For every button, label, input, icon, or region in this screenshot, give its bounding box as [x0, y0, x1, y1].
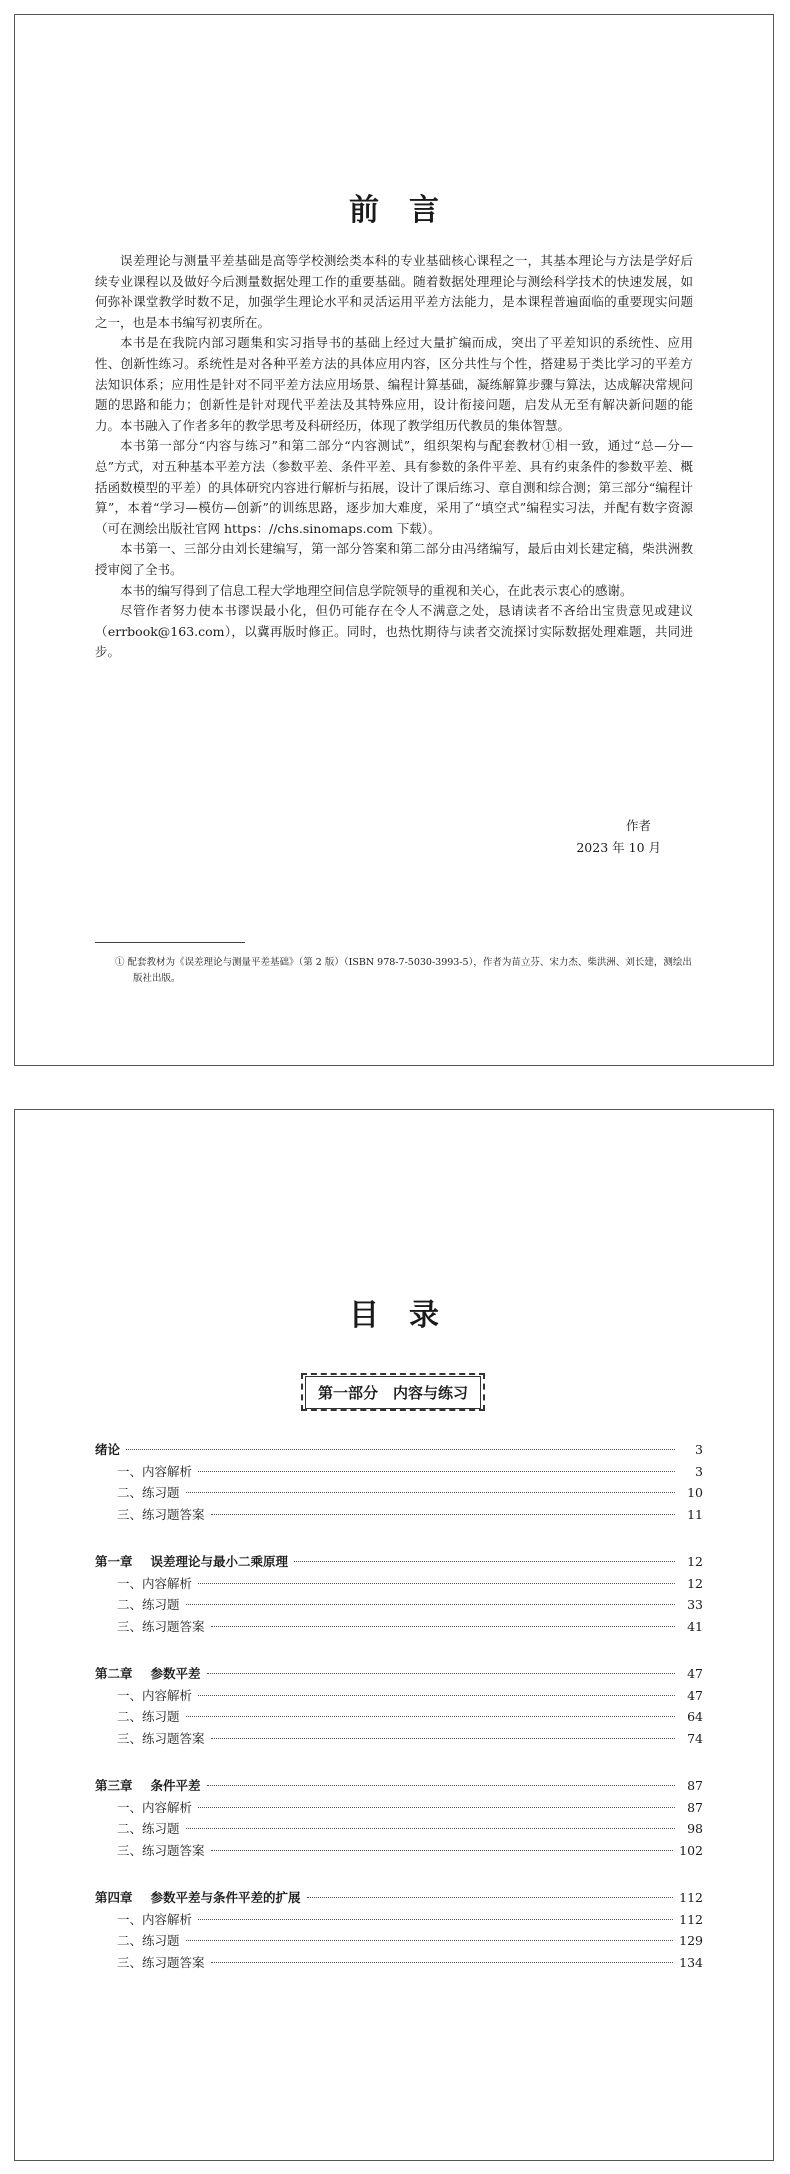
- toc-page-number: 3: [695, 1442, 703, 1457]
- toc-chapter-group: [95, 1888, 703, 1974]
- toc-chapter-label: 第一章: [95, 1554, 133, 1569]
- toc-section-label: 三、练习题答案: [117, 1618, 205, 1634]
- toc-section-label: 二、练习题: [117, 1709, 180, 1724]
- toc-page-number: 64: [687, 1709, 703, 1724]
- leader-dots: [198, 1919, 673, 1920]
- toc-page-number: 12: [687, 1575, 703, 1591]
- toc-page-number: 74: [687, 1730, 703, 1746]
- toc-section-label: 三、练习题答案: [117, 1730, 205, 1746]
- toc-section-entry[interactable]: [95, 1505, 703, 1527]
- toc-chapter-name: 参数平差与条件平差的扩展: [150, 1890, 301, 1905]
- preface-paragraph: 本书的编写得到了信息工程大学地理空间信息学院领导的重视和关心，在此表示衷心的感谢。: [120, 582, 633, 598]
- toc-section-entry[interactable]: [95, 1707, 703, 1729]
- toc-section-label: 一、内容解析: [117, 1687, 193, 1703]
- toc-title: 目录: [349, 1298, 469, 1333]
- toc-section-label: 一、内容解析: [117, 1463, 193, 1479]
- toc-section-entry[interactable]: [95, 1483, 703, 1505]
- leader-dots: [211, 1514, 675, 1515]
- toc-page-number: 98: [687, 1821, 703, 1836]
- toc-chapter-label: 第四章: [95, 1890, 133, 1905]
- footnote-rule: [95, 942, 245, 943]
- toc-page-number: 11: [687, 1506, 703, 1522]
- toc-section-label: 二、练习题: [117, 1821, 180, 1836]
- toc-section-entry[interactable]: [95, 1841, 703, 1863]
- part-label-box: [301, 1373, 485, 1411]
- part-label: 第一部分 内容与练习: [305, 1376, 481, 1409]
- preface-title: 前言: [349, 193, 469, 228]
- toc-section-label: 二、练习题: [117, 1485, 180, 1500]
- leader-dots: [186, 1940, 674, 1941]
- footnote: ① 配套教材为《误差理论与测量平差基础》（第 2 版）（ISBN 978-7-5030-3993-5），作者为苗立芬、宋力杰、柴洪洲、刘长建，测绘出版社出版。: [115, 957, 692, 984]
- toc-section-entry[interactable]: [95, 1931, 703, 1953]
- toc-section-entry[interactable]: [95, 1798, 703, 1820]
- preface-paragraph: 误差理论与测量平差基础是高等学校测绘类本科的专业基础核心课程之一，其基本理论与方法是学好后续专业课程以及做好今后测量数据处理工作的重要基础。随着数据处理理论与测绘科学技术的快速发展，如何弥补课堂教学时数不足，加强学生理论水平和灵活运用平差方法能力，是本课程普遍面临的重要现实问题之一，也是本书编写初衷所在。: [95, 253, 693, 330]
- toc-section-label: 一、内容解析: [117, 1799, 193, 1815]
- preface-paragraph: 本书是在我院内部习题集和实习指导书的基础上经过大量扩编而成，突出了平差知识的系统性、应用性、创新性练习。系统性是对各种平差方法的具体应用内容，区分共性与个性，搭建易于类比学习的平差方法知识体系；应用性是针对不同平差方法应用场景、编程计算基础，凝练解算步骤与算法，达成解决常规问题的思路和能力；创新性是针对现代平差法及其特殊应用，设计衔接问题，启发从无至有解决新问题的能力。本书融入了作者多年的教学思考及科研经历，体现了教学组历代教员的集体智慧。: [95, 335, 693, 433]
- leader-dots: [294, 1561, 675, 1562]
- leader-dots: [198, 1695, 675, 1696]
- toc-chapter-entry[interactable]: [95, 1552, 703, 1574]
- leader-dots: [211, 1850, 674, 1851]
- toc-page-number: 10: [687, 1485, 703, 1500]
- toc-chapter-label: 第二章: [95, 1666, 133, 1681]
- toc-page-number: 134: [679, 1954, 703, 1970]
- toc-section-label: 三、练习题答案: [117, 1954, 205, 1970]
- leader-dots: [211, 1626, 675, 1627]
- toc-page-number: 47: [687, 1687, 703, 1703]
- leader-dots: [198, 1807, 675, 1808]
- preface-paragraph: 本书第一部分“内容与练习”和第二部分“内容测试”，组织架构与配套教材①相一致，通过“总—分—总”方式，对五种基本平差方法（参数平差、条件平差、具有参数的条件平差、具有约束条件的参数平差、概括函数模型的平差）的具体研究内容进行解析与拓展，设计了课后练习、章自测和综合测；第三部分“编程计算”，本着“学习—模仿—创新”的训练思路，逐步加大难度，采用了“填空式”编程实习法，并配有数字资源（可在测绘出版社官网 https：//chs.sinomaps.com 下载）。: [95, 438, 693, 536]
- toc-section-label: 三、练习题答案: [117, 1506, 205, 1522]
- toc-section-entry[interactable]: [95, 1595, 703, 1617]
- toc-page-number: 102: [679, 1842, 703, 1858]
- toc-chapter-name: 条件平差: [150, 1778, 201, 1793]
- leader-dots: [211, 1962, 674, 1963]
- toc-section-label: 二、练习题: [117, 1597, 180, 1612]
- toc-page-number: 129: [679, 1933, 703, 1948]
- toc-section-entry[interactable]: [95, 1729, 703, 1751]
- toc-chapter-group: [95, 1776, 703, 1862]
- toc-section-entry[interactable]: [95, 1910, 703, 1932]
- toc-section-label: 一、内容解析: [117, 1911, 193, 1927]
- preface-body: [95, 251, 693, 663]
- leader-dots: [307, 1897, 674, 1898]
- preface-page: [14, 14, 774, 1066]
- leader-dots: [186, 1492, 675, 1493]
- toc-page-number: 12: [687, 1554, 703, 1569]
- toc-section-label: 二、练习题: [117, 1933, 180, 1948]
- author: 作者: [625, 818, 651, 833]
- toc-section-entry[interactable]: [95, 1617, 703, 1639]
- toc-chapter-label: 绪论: [95, 1442, 121, 1457]
- preface-paragraph: 尽管作者努力使本书谬误最小化，但仍可能存在令人不满意之处，恳请读者不吝给出宝贵意见或建议（errbook@163.com），以冀再版时修正。同时，也热忱期待与读者交流探讨实际数据处理难题，共同进步。: [95, 603, 693, 660]
- toc-chapter-entry[interactable]: [95, 1440, 703, 1462]
- preface-paragraph: 本书第一、三部分由刘长建编写，第一部分答案和第二部分由冯绪编写，最后由刘长建定稿，柴洪洲教授审阅了全书。: [95, 541, 693, 577]
- leader-dots: [186, 1604, 675, 1605]
- leader-dots: [198, 1471, 675, 1472]
- toc-page-number: 41: [687, 1618, 703, 1634]
- leader-dots: [207, 1785, 675, 1786]
- toc-chapter-entry[interactable]: [95, 1664, 703, 1686]
- leader-dots: [198, 1583, 675, 1584]
- toc-section-entry[interactable]: [95, 1953, 703, 1975]
- toc-list: [95, 1440, 703, 2000]
- signature: [576, 815, 661, 859]
- toc-page: [14, 1109, 774, 2161]
- toc-chapter-entry[interactable]: [95, 1776, 703, 1798]
- toc-page-number: 87: [687, 1799, 703, 1815]
- toc-page-number: 112: [679, 1911, 703, 1927]
- toc-chapter-group: [95, 1552, 703, 1638]
- leader-dots: [126, 1449, 675, 1450]
- toc-section-entry[interactable]: [95, 1686, 703, 1708]
- toc-chapter-label: 第三章: [95, 1778, 133, 1793]
- toc-page-number: 47: [687, 1666, 703, 1681]
- toc-section-entry[interactable]: [95, 1462, 703, 1484]
- toc-page-number: 87: [687, 1778, 703, 1793]
- leader-dots: [211, 1738, 675, 1739]
- toc-page-number: 33: [687, 1597, 703, 1612]
- toc-chapter-group: [95, 1440, 703, 1526]
- toc-section-label: 三、练习题答案: [117, 1842, 205, 1858]
- toc-page-number: 3: [695, 1463, 703, 1479]
- toc-chapter-name: 误差理论与最小二乘原理: [150, 1554, 289, 1569]
- toc-section-entry[interactable]: [95, 1819, 703, 1841]
- date: 2023 年 10 月: [576, 840, 661, 855]
- toc-page-number: 112: [679, 1890, 703, 1905]
- toc-section-entry[interactable]: [95, 1574, 703, 1596]
- leader-dots: [186, 1828, 675, 1829]
- leader-dots: [186, 1716, 675, 1717]
- toc-chapter-name: 参数平差: [150, 1666, 201, 1681]
- toc-chapter-group: [95, 1664, 703, 1750]
- leader-dots: [207, 1673, 675, 1674]
- toc-section-label: 一、内容解析: [117, 1575, 193, 1591]
- toc-chapter-entry[interactable]: [95, 1888, 703, 1910]
